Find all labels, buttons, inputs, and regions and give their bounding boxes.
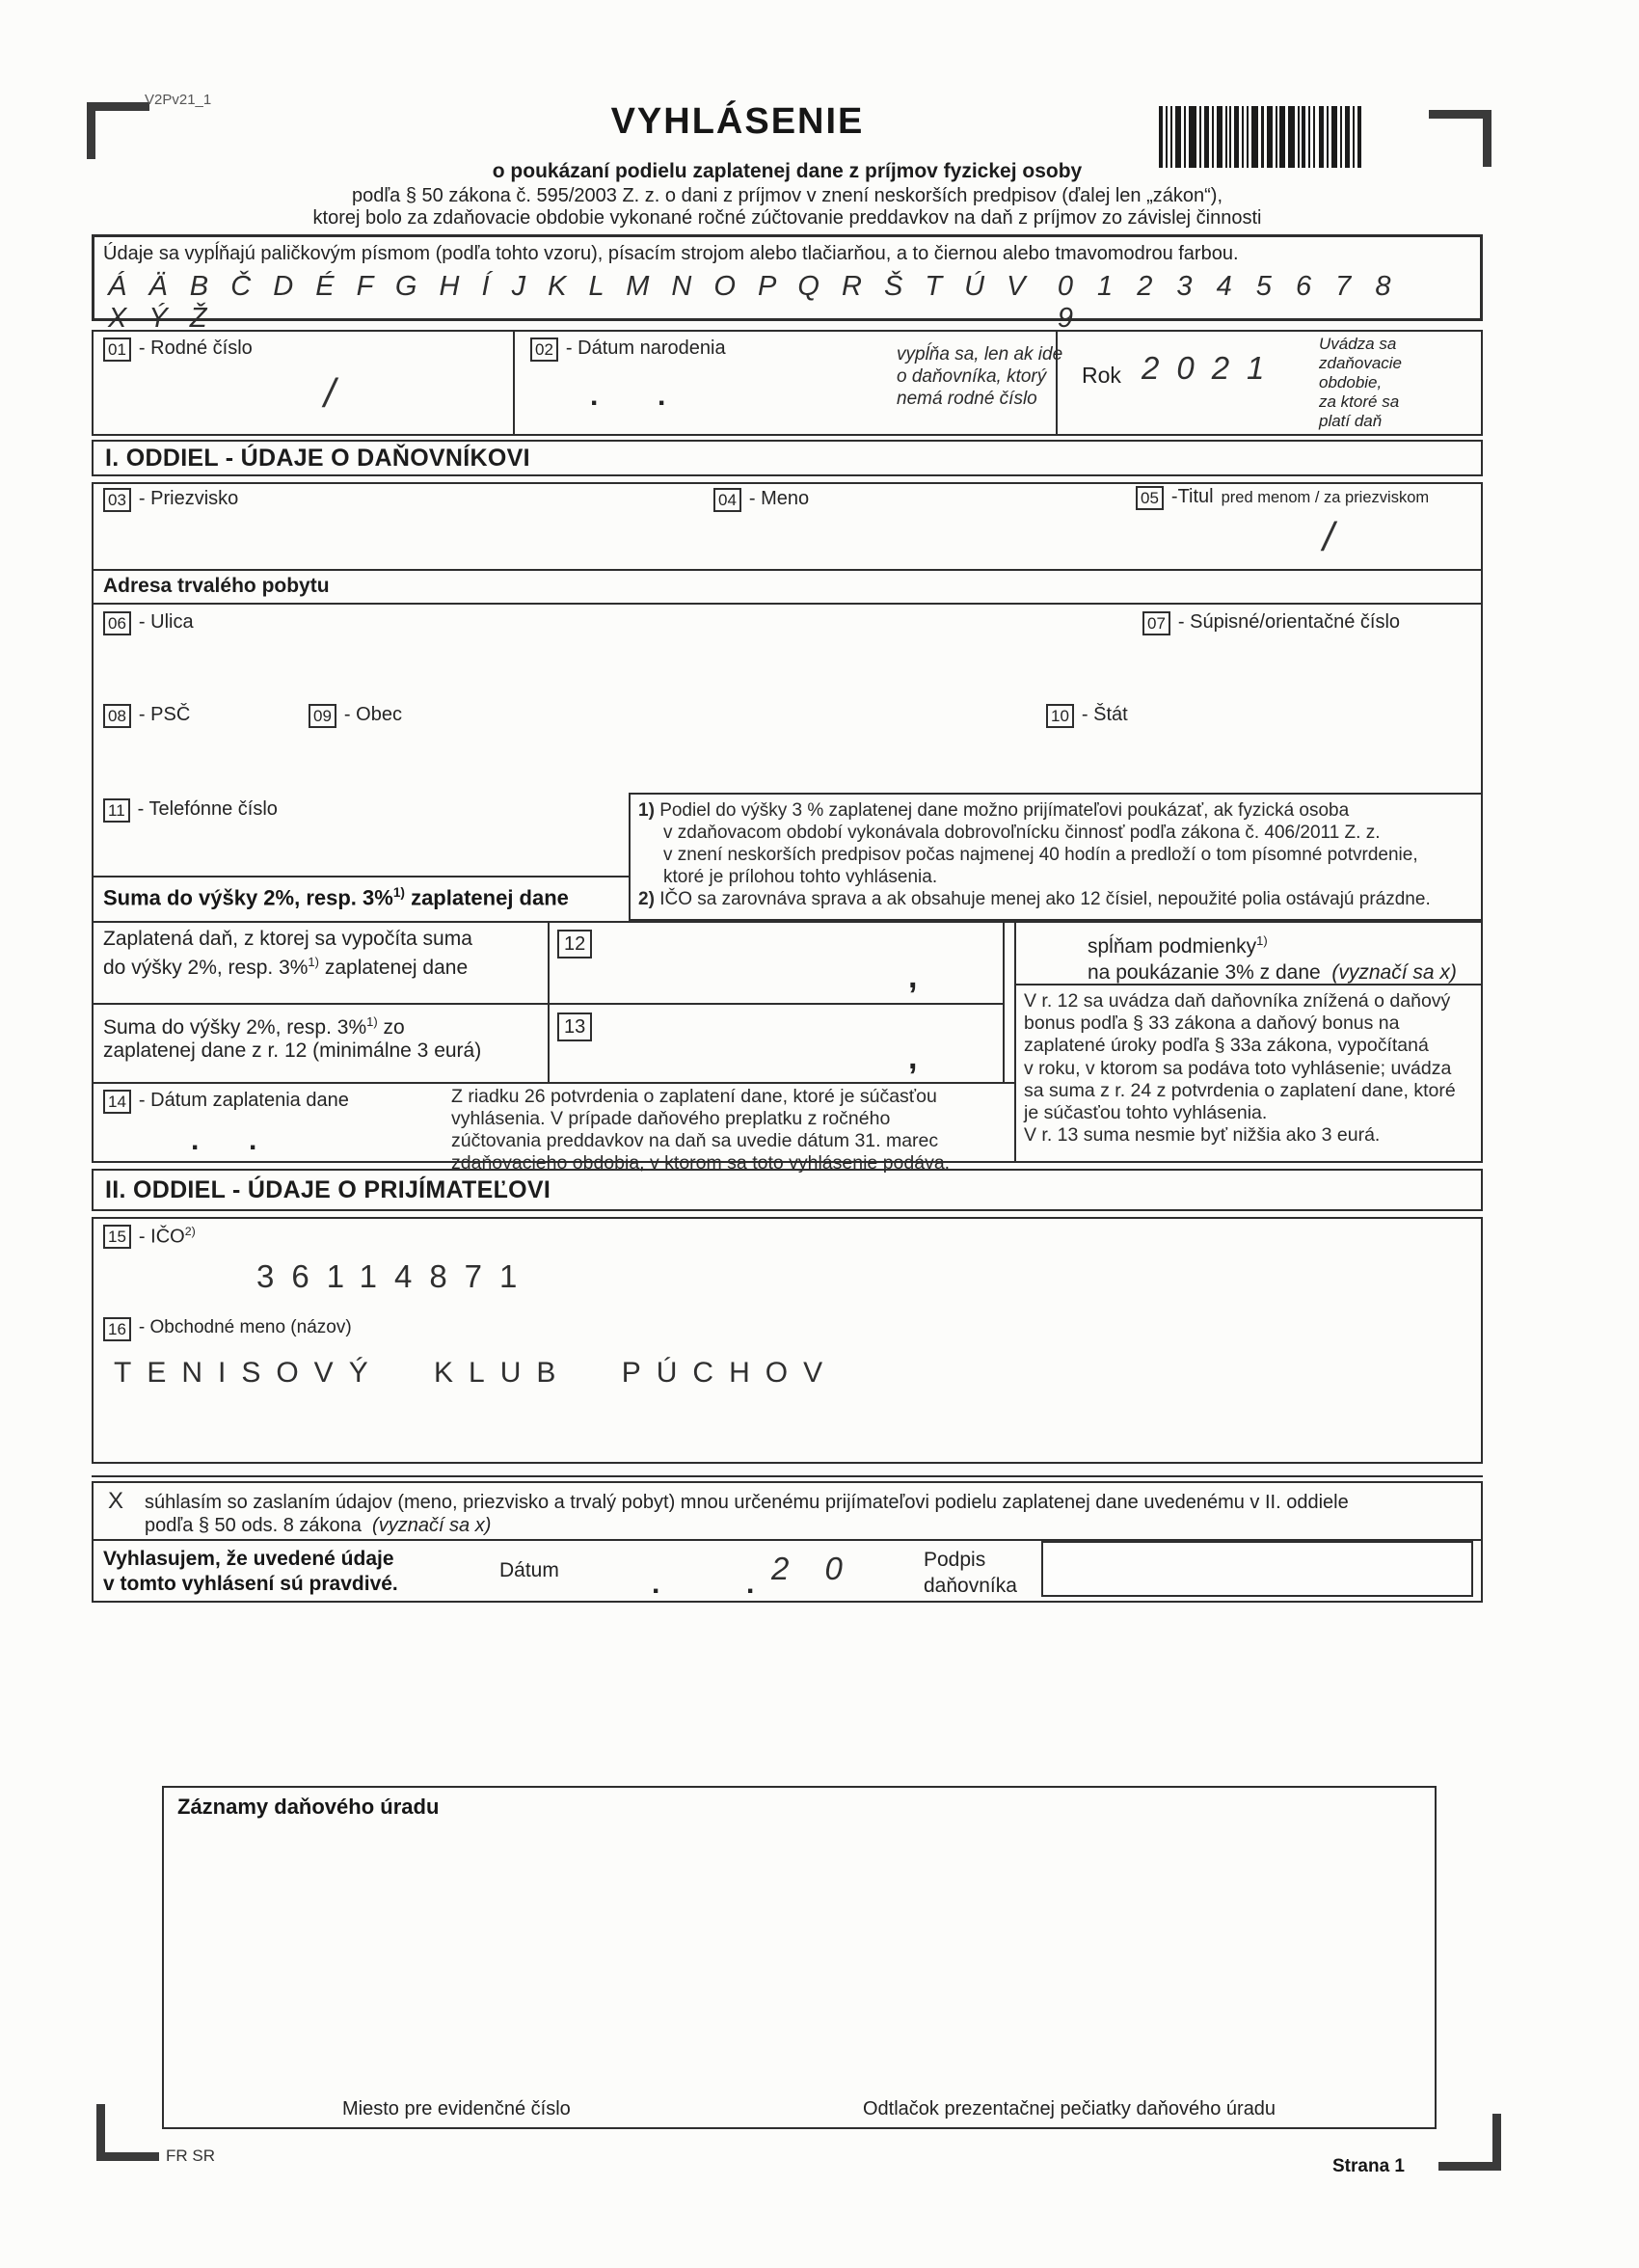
decimal-comma: , xyxy=(908,958,918,995)
field-number-chip: 11 xyxy=(103,798,130,823)
field-08-label xyxy=(103,704,190,728)
note-text: Podiel do výšky 3 % zaplatenej dane možno prijímateľovi poukázať, ak fyzická osoba xyxy=(659,800,1350,821)
note-line: bonus podľa § 33 zákona a daňový bonus na xyxy=(1024,1012,1400,1035)
field-04-label xyxy=(713,488,809,512)
consent-text-part: podľa § 50 ods. 8 zákona xyxy=(145,1515,362,1536)
divider xyxy=(92,1003,1003,1005)
divider xyxy=(513,330,515,436)
year-label: Rok xyxy=(1082,363,1121,388)
field-label-text: - Dátum zaplatenia dane xyxy=(138,1090,349,1111)
superscript: 2) xyxy=(184,1225,196,1238)
tax-office-box xyxy=(162,1786,1437,2129)
condition-line xyxy=(1088,928,1457,959)
note-line: obdobie, xyxy=(1319,373,1383,392)
field-label-text: - Priezvisko xyxy=(138,488,239,509)
note-line: V r. 13 suma nesmie byť nižšia ako 3 eurá. xyxy=(1024,1124,1381,1147)
titul-input[interactable] xyxy=(1138,516,1475,564)
field-label-text: - Obchodné meno (názov) xyxy=(138,1317,352,1337)
telefon-input[interactable] xyxy=(96,827,617,871)
note-line: Z riadku 26 potvrdenia o zaplatení dane, ktoré je súčasťou xyxy=(451,1086,937,1107)
ico-value: 36114871 xyxy=(256,1258,535,1294)
label-line xyxy=(103,1011,481,1040)
field-number-chip: 03 xyxy=(103,488,131,512)
field-number-chip: 06 xyxy=(103,611,131,635)
year-value: 2021 xyxy=(1142,350,1282,386)
rodne-cislo-separator: / xyxy=(324,370,336,416)
field-label-text: - Meno xyxy=(748,488,810,509)
field-03-label xyxy=(103,488,238,512)
label-text: zo xyxy=(377,1016,405,1039)
note-line xyxy=(638,888,1475,910)
corner-mark-bottom-right-icon xyxy=(1438,2114,1501,2171)
barcode-icon xyxy=(1157,106,1388,168)
note-line: je súčasťou tohto vyhlásenia. xyxy=(1024,1102,1268,1124)
field-label-text: - Dátum narodenia xyxy=(565,338,726,359)
divider xyxy=(92,1082,1014,1084)
page-number: Strana 1 xyxy=(1332,2156,1405,2176)
footnote-number: 1) xyxy=(638,800,655,821)
declaration-line: Vyhlasujem, že uvedené údaje xyxy=(103,1548,394,1570)
field-label-text: - Ulica xyxy=(138,611,194,633)
label-text: do výšky 2%, resp. 3% xyxy=(103,957,309,979)
rodne-cislo-input[interactable] xyxy=(96,364,509,432)
declaration-line: v tomto vyhlásení sú pravdivé. xyxy=(103,1573,398,1595)
superscript: 1) xyxy=(392,885,405,900)
consent-hint: (vyznačí sa x) xyxy=(372,1515,492,1536)
year-note xyxy=(1319,335,1402,431)
field-number-chip: 02 xyxy=(530,338,558,362)
date-separator-dot: . xyxy=(658,380,666,412)
superscript: 1) xyxy=(366,1014,378,1029)
note-line: v roku, v ktorom sa podáva toto vyhlásenie; uvádza xyxy=(1024,1057,1452,1079)
field-label-text: - PSČ xyxy=(138,704,191,725)
condition-text: na poukázanie 3% z dane xyxy=(1088,961,1321,984)
field-label-text: - Rodné číslo xyxy=(138,338,253,359)
field-number-chip: 01 xyxy=(103,338,131,362)
superscript: 1) xyxy=(308,955,319,969)
field-label-text: - Telefónne číslo xyxy=(137,798,278,820)
date-separator-dot: . xyxy=(746,1568,755,1600)
field-number-chip: 15 xyxy=(103,1225,131,1249)
field-07-label xyxy=(1142,611,1400,635)
label-text: zaplatenej dane xyxy=(319,957,469,979)
field-number-chip: 09 xyxy=(309,704,336,728)
tax-office-left-caption: Miesto pre evidenčné číslo xyxy=(342,2098,571,2120)
address-header: Adresa trvalého pobytu xyxy=(103,575,330,597)
field-10-label xyxy=(1046,704,1128,728)
note-line: v zdaňovacom období vykonávala dobrovoľnícku činnosť podľa zákona č. 406/2011 Z. z. xyxy=(663,823,1381,843)
date-year-value: 2 0 xyxy=(771,1551,856,1586)
consent-line: súhlasím so zaslaním údajov (meno, priezvisko a trvalý pobyt) mnou určenému prijímateľovi podielu zaplatenej dane uvedenému v II. oddiele xyxy=(145,1492,1349,1513)
field-number-chip: 12 xyxy=(557,930,592,958)
field-06-label xyxy=(103,611,194,635)
note-line: nemá rodné číslo xyxy=(897,389,1037,409)
field-number-chip: 08 xyxy=(103,704,131,728)
date-label: Dátum xyxy=(499,1559,559,1581)
note-line: platí daň xyxy=(1319,412,1383,430)
decimal-comma: , xyxy=(908,1040,918,1076)
suma-section-header xyxy=(103,885,569,910)
field-09-label xyxy=(309,704,402,728)
field-01-label xyxy=(103,338,253,362)
signature-label xyxy=(924,1547,1017,1599)
note-line: zdaňovacie xyxy=(1319,354,1403,372)
field-label-text xyxy=(139,1225,196,1249)
section-2-header: II. ODDIEL - ÚDAJE O PRIJÍMATEĽOVI xyxy=(92,1169,1483,1211)
priezvisko-input[interactable] xyxy=(96,516,694,564)
condition-text: spĺňam podmienky xyxy=(1088,935,1257,958)
corner-mark-bottom-left-icon xyxy=(96,2104,159,2161)
footer-authority: FR SR xyxy=(166,2146,215,2165)
note-line: za ktoré sa xyxy=(1319,392,1400,411)
signature-label-line: daňovníka xyxy=(924,1575,1017,1597)
field-label-text: - Súpisné/orientačné číslo xyxy=(1177,611,1401,633)
condition-line xyxy=(1088,959,1457,986)
instructions-text: Údaje sa vypĺňajú paličkovým písmom (podľa tohto vzoru), písacím strojom alebo tlačiarňou, a to čiernou alebo tmavomodrou farbou. xyxy=(103,243,1239,264)
label-text: Suma do výšky 2%, resp. 3% xyxy=(103,1016,367,1039)
divider xyxy=(548,921,550,1082)
datum-narodenia-input[interactable] xyxy=(521,364,887,432)
corner-mark-top-right-icon xyxy=(1429,110,1491,167)
field-14-label xyxy=(103,1090,349,1114)
section-1-header: I. ODDIEL - ÚDAJE O DAŇOVNÍKOVI xyxy=(92,440,1483,476)
sample-alphabet: Á Ä B Č D É F G H Í J K L M N O P Q R Š T Ú V X Ý Ž xyxy=(108,271,1030,334)
note-row-12-13 xyxy=(1024,990,1456,1147)
form-version-code: V2Pv21_1 xyxy=(145,92,212,108)
divider xyxy=(1003,921,1005,1082)
note-line xyxy=(638,799,1475,822)
field-number-chip: 04 xyxy=(713,488,741,512)
declaration-statement xyxy=(103,1547,398,1597)
field-14-note xyxy=(451,1086,950,1174)
sample-row xyxy=(108,271,1400,335)
date-separator-dot: . xyxy=(249,1124,257,1156)
note-text: IČO sa zarovnáva sprava a ak obsahuje menej ako 12 čísiel, nepoužité polia ostávajú prázdne. xyxy=(659,889,1431,909)
field-label-small-text: pred menom / za priezviskom xyxy=(1221,489,1430,506)
tax-office-title: Záznamy daňového úradu xyxy=(177,1795,440,1819)
consent-text xyxy=(145,1491,1349,1537)
footnote-1 xyxy=(638,799,1475,910)
field-label-text: - Obec xyxy=(343,704,402,725)
field-number-chip: 14 xyxy=(103,1090,131,1114)
divider xyxy=(92,1475,1483,1477)
date-separator-dot: . xyxy=(590,380,599,412)
note-line: vypĺňa sa, len ak ide xyxy=(897,344,1063,364)
header-text: zaplatenej dane xyxy=(404,885,569,910)
condition-hint: (vyznačí sa x) xyxy=(1331,961,1457,984)
note-line: zdaňovacieho obdobia, v ktorom sa toto vyhlásenie podáva. xyxy=(451,1152,951,1174)
note-line: zaplatené úroky podľa § 33a zákona, vypočítaná xyxy=(1024,1035,1429,1057)
field-11-label xyxy=(103,798,278,823)
ulica-input[interactable] xyxy=(96,641,1061,694)
divider xyxy=(92,603,1483,605)
tax-office-right-caption: Odtlačok prezentačnej pečiatky daňového úradu xyxy=(863,2098,1276,2120)
note-line: vyhlásenia. V prípade daňového preplatku z ročného xyxy=(451,1108,891,1129)
footnote-number: 2) xyxy=(638,889,655,909)
stat-input[interactable] xyxy=(1046,733,1475,786)
field-label-text: - Štát xyxy=(1081,704,1128,725)
field-02-label xyxy=(530,338,726,362)
date-separator-dot: . xyxy=(652,1568,660,1600)
subtitle-bold: o poukázaní podielu zaplatenej dane z príjmov fyzickej osoby xyxy=(492,160,1083,182)
consent-line xyxy=(145,1514,1349,1537)
condition-3-percent xyxy=(1088,928,1457,986)
field-15-label xyxy=(103,1225,196,1249)
superscript: 1) xyxy=(1256,933,1268,948)
field-label-text: -Titul xyxy=(1170,486,1214,507)
label-line: Zaplatená daň, z ktorej sa vypočíta suma xyxy=(103,928,472,950)
signature-label-line: Podpis xyxy=(924,1549,986,1571)
datum-zaplatenia-input[interactable] xyxy=(106,1114,424,1157)
note-line: zúčtovania preddavkov na daň sa uvedie dátum 31. marec xyxy=(451,1130,939,1151)
meno-input[interactable] xyxy=(713,516,1080,564)
consent-checkbox[interactable]: X xyxy=(108,1488,124,1514)
field-number-chip: 05 xyxy=(1136,486,1164,510)
field-number-chip: 13 xyxy=(557,1012,592,1041)
note-line: sa suma z r. 24 z potvrdenia o zaplatení dane, ktoré xyxy=(1024,1079,1456,1101)
obec-input[interactable] xyxy=(309,733,974,786)
header-text: Suma do výšky 2%, resp. 3% xyxy=(103,885,393,910)
titul-separator: / xyxy=(1323,514,1334,559)
field-16-label xyxy=(103,1317,352,1341)
field-number-chip: 16 xyxy=(103,1317,131,1341)
note-line: V r. 12 sa uvádza daň daňovníka znížená o daňový xyxy=(1024,990,1451,1012)
note-line: o daňovníka, ktorý xyxy=(897,366,1047,387)
note-line: Uvádza sa xyxy=(1319,335,1397,353)
field-number-chip: 07 xyxy=(1142,611,1170,635)
sample-digits: 0 1 2 3 4 5 6 7 8 9 xyxy=(1057,271,1394,334)
field-02-note xyxy=(897,343,1062,410)
supisne-cislo-input[interactable] xyxy=(1142,641,1475,694)
suma-podielu-input[interactable] xyxy=(598,1032,998,1078)
subtitle-line2: podľa § 50 zákona č. 595/2003 Z. z. o dani z príjmov v znení neskorších predpisov (ďalej len „zákon“), xyxy=(351,185,1223,206)
field-number-chip: 10 xyxy=(1046,704,1074,728)
divider xyxy=(92,876,629,878)
note-line: ktoré je prílohou tohto vyhlásenia. xyxy=(663,867,938,887)
company-name-value: TENISOVÝ KLUB PÚCHOV xyxy=(114,1357,839,1389)
psc-input[interactable] xyxy=(96,733,280,786)
label-line: zaplatenej dane z r. 12 (minimálne 3 eurá) xyxy=(103,1040,482,1062)
subtitle-line3: ktorej bolo za zdaňovacie obdobie vykonané ročné zúčtovanie preddavkov na daň z príjmov zo závislej činnosti xyxy=(312,207,1262,229)
signature-box[interactable] xyxy=(1041,1541,1473,1597)
date-separator-dot: . xyxy=(191,1124,200,1156)
divider xyxy=(92,569,1483,571)
field-13-label xyxy=(103,1011,481,1063)
label-line xyxy=(103,951,472,980)
zaplatena-dan-input[interactable] xyxy=(598,950,998,998)
note-line: v znení neskorších predpisov počas najmenej 40 hodín a predloží o tom písomné potvrdenie, xyxy=(663,845,1418,865)
date-input[interactable] xyxy=(578,1548,906,1596)
field-12-label xyxy=(103,928,472,980)
label-text: - IČO xyxy=(138,1226,185,1248)
page-title: VYHLÁSENIE xyxy=(610,101,865,142)
field-05-label xyxy=(1136,486,1429,510)
